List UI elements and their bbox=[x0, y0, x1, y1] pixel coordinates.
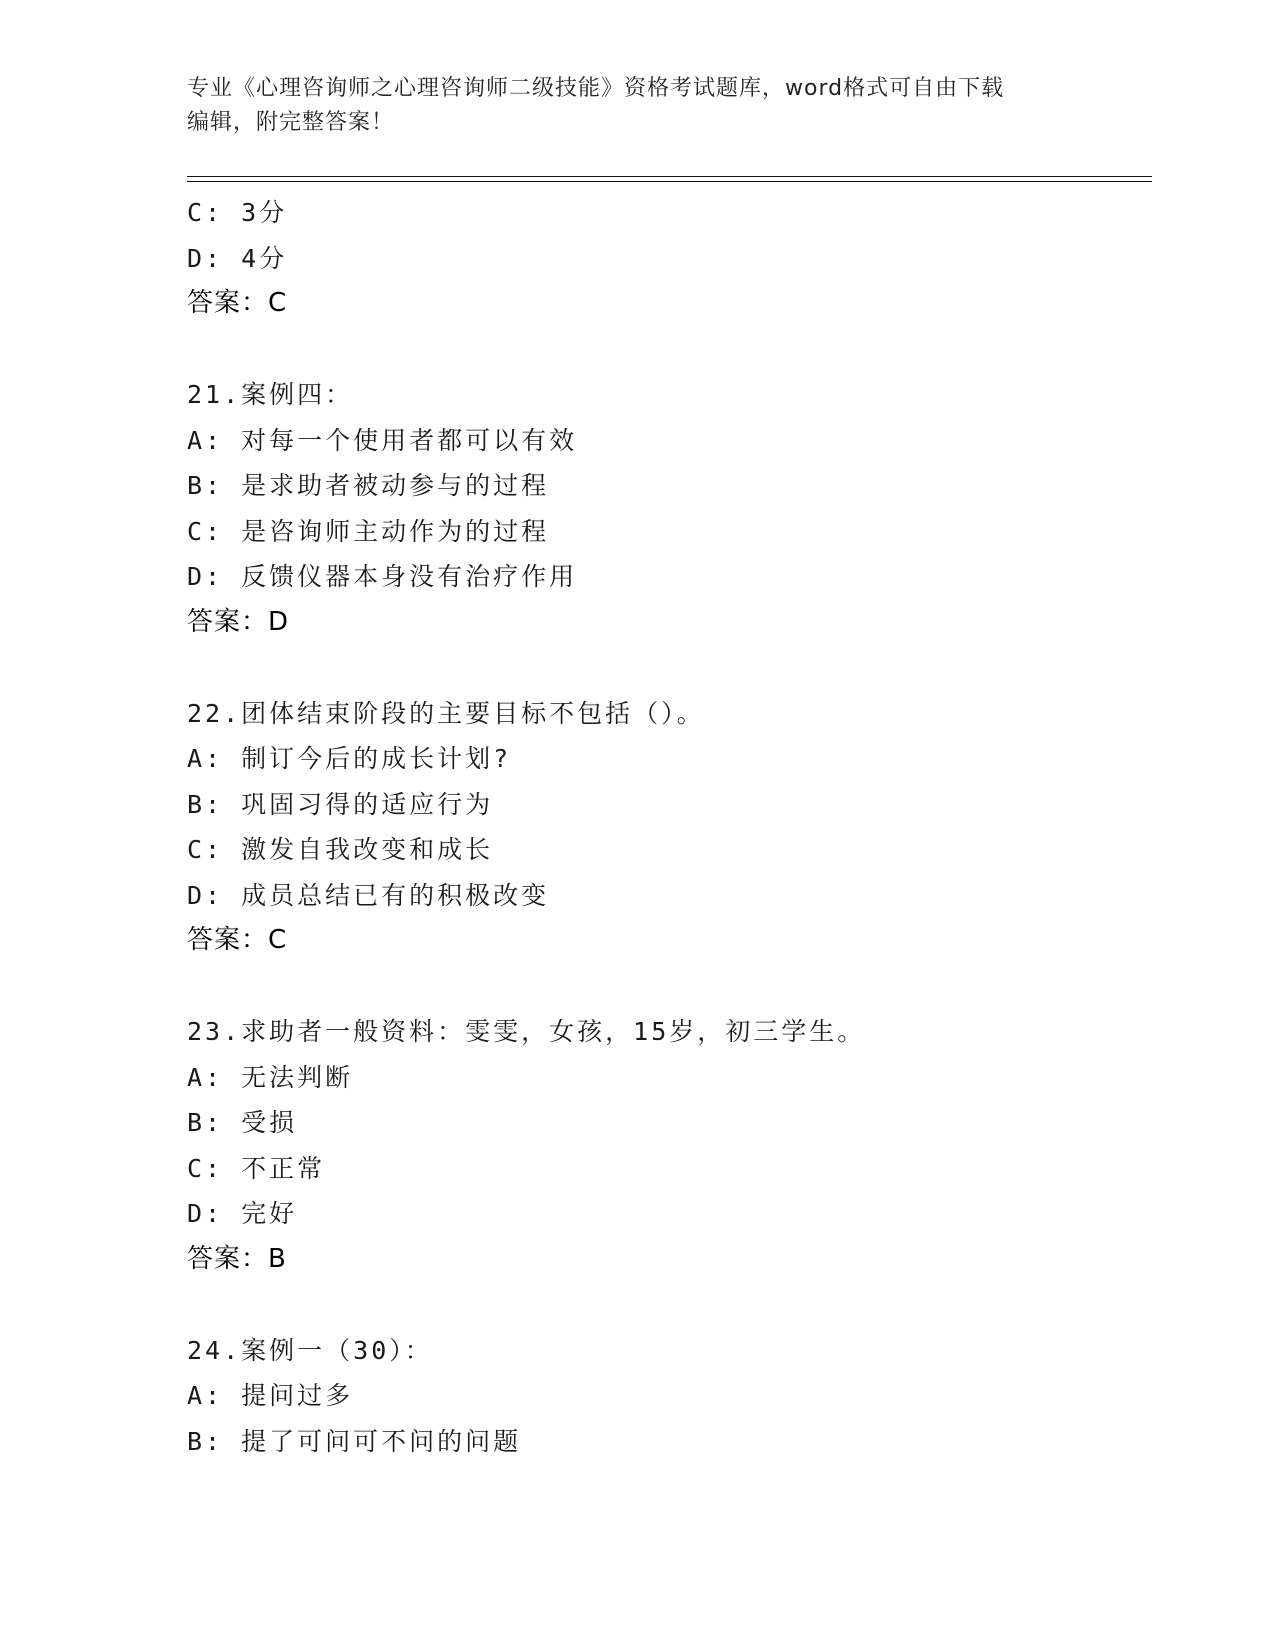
document-header bbox=[187, 72, 1067, 140]
option-b: B: 提了可问可不问的问题 bbox=[187, 1426, 522, 1456]
option-a: A: 制订今后的成长计划? bbox=[187, 744, 512, 773]
option-c: C: 3分 bbox=[187, 198, 288, 227]
option-d: D: 反馈仪器本身没有治疗作用 bbox=[187, 562, 578, 591]
question-stem: 21.案例四： bbox=[187, 380, 354, 409]
question-23 bbox=[187, 1009, 1147, 1282]
question-stem: 23.求助者一般资料：雯雯，女孩，15岁，初三学生。 bbox=[187, 1017, 866, 1046]
option-d: D: 4分 bbox=[187, 243, 288, 273]
answer-line: 答案：C bbox=[187, 925, 288, 955]
answer-line: 答案：D bbox=[187, 606, 290, 637]
spacer bbox=[187, 645, 1147, 691]
option-b: B: 是求助者被动参与的过程 bbox=[187, 471, 550, 500]
header-line-1: 专业《心理咨询师之心理咨询师二级技能》资格考试题库，word格式可自由下载 bbox=[187, 76, 1005, 101]
previous-question-tail bbox=[187, 190, 1147, 327]
spacer bbox=[187, 327, 1147, 373]
option-b: B: 受损 bbox=[187, 1108, 298, 1137]
header-divider-top bbox=[187, 176, 1152, 177]
question-21 bbox=[187, 372, 1147, 645]
question-stem: 22.团体结束阶段的主要目标不包括（）。 bbox=[187, 698, 705, 728]
option-a: A: 无法判断 bbox=[187, 1062, 354, 1092]
option-d: D: 完好 bbox=[187, 1199, 298, 1228]
option-b: B: 巩固习得的适应行为 bbox=[187, 789, 494, 819]
option-a: A: 对每一个使用者都可以有效 bbox=[187, 425, 578, 455]
option-d: D: 成员总结已有的积极改变 bbox=[187, 880, 550, 910]
question-22 bbox=[187, 691, 1147, 964]
question-stem: 24.案例一（30）： bbox=[187, 1335, 433, 1365]
spacer bbox=[187, 964, 1147, 1010]
question-24 bbox=[187, 1328, 1147, 1465]
question-list bbox=[187, 190, 1147, 1464]
answer-line: 答案：B bbox=[187, 1243, 287, 1274]
header-divider-bottom bbox=[187, 181, 1152, 182]
option-c: C: 不正常 bbox=[187, 1153, 326, 1183]
header-line-2: 编辑，附完整答案！ bbox=[187, 110, 395, 135]
option-c: C: 激发自我改变和成长 bbox=[187, 835, 494, 864]
answer-line: 答案：C bbox=[187, 288, 288, 318]
option-a: A: 提问过多 bbox=[187, 1381, 354, 1410]
spacer bbox=[187, 1282, 1147, 1328]
option-c: C: 是咨询师主动作为的过程 bbox=[187, 516, 550, 546]
